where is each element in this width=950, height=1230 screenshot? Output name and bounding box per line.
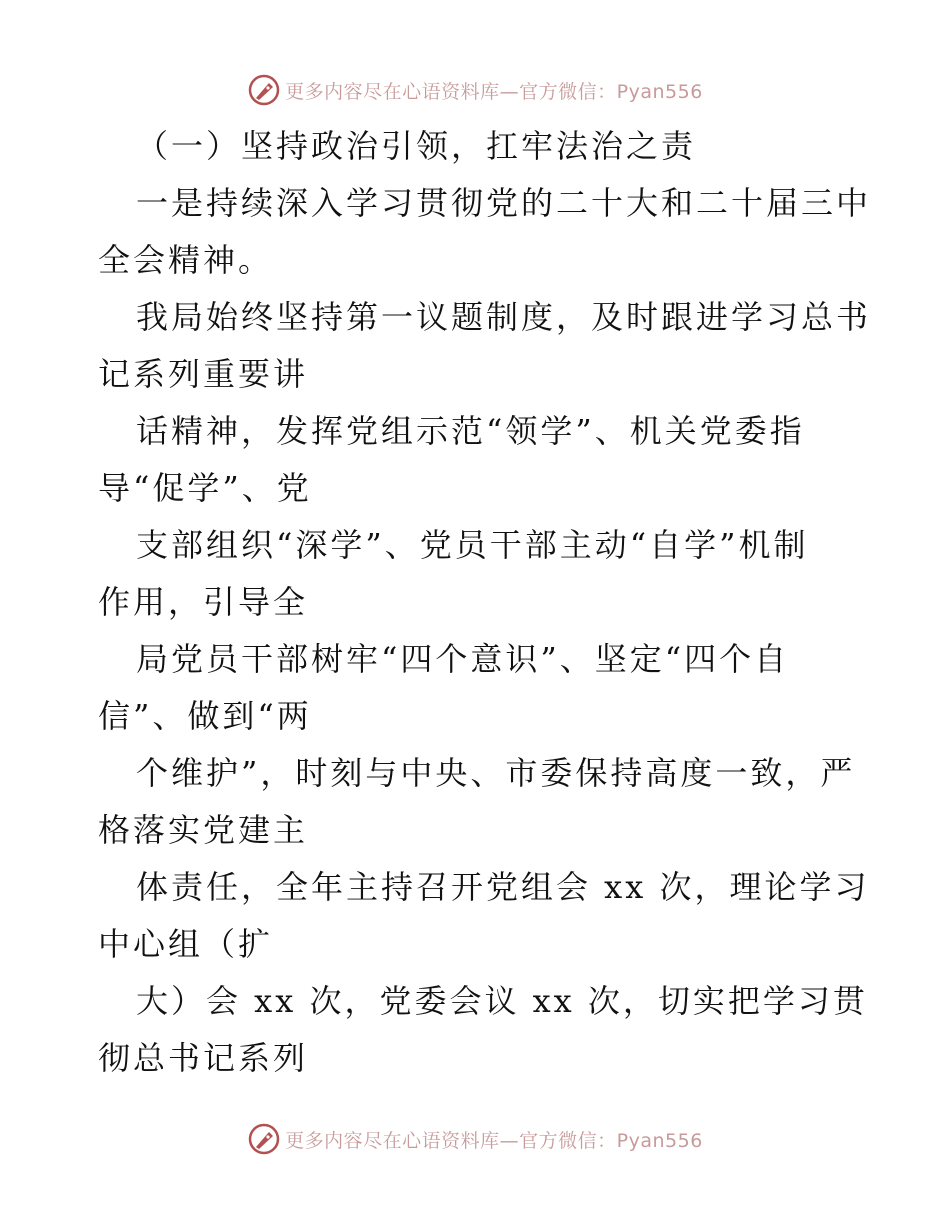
text-line: 信”、做到“两 [98,697,312,735]
text-line: 体责任，全年主持召开党组会 xx 次，理论学习 [136,868,870,906]
text-line: 全会精神。 [98,241,274,279]
text-line: 个维护”，时刻与中央、市委保持高度一致，严 [136,754,856,792]
text-line: 话精神，发挥党组示范“领学”、机关党委指 [136,412,805,450]
pen-nib-logo-icon [247,1122,281,1156]
header-watermark-text: 更多内容尽在心语资料库—官方微信：Pyan556 [285,80,703,103]
text-line: 局党员干部树牢“四个意识”、坚定“四个自 [136,640,790,678]
text-line: 导“促学”、党 [98,469,312,507]
header-watermark-banner [0,70,950,110]
text-line: （一）坚持政治引领，扛牢法治之责 [136,127,697,165]
text-line: 记系列重要讲 [98,355,309,393]
text-line: 格落实党建主 [98,811,309,849]
text-line: 彻总书记系列 [98,1039,309,1077]
document-body [98,118,872,1087]
text-line: 一是持续深入学习贯彻党的二十大和二十届三中 [136,184,872,222]
text-line: 大）会 xx 次，党委会议 xx 次，切实把学习贯 [136,982,868,1020]
footer-watermark-text: 更多内容尽在心语资料库—官方微信：Pyan556 [285,1129,703,1152]
pen-nib-logo-icon [247,73,281,107]
text-line: 中心组（扩 [98,925,274,963]
text-line: 支部组织“深学”、党员干部主动“自学”机制 [136,526,809,564]
text-line: 我局始终坚持第一议题制度，及时跟进学习总书 [136,298,872,336]
text-line: 作用，引导全 [98,583,309,621]
footer-watermark-banner [0,1119,950,1159]
